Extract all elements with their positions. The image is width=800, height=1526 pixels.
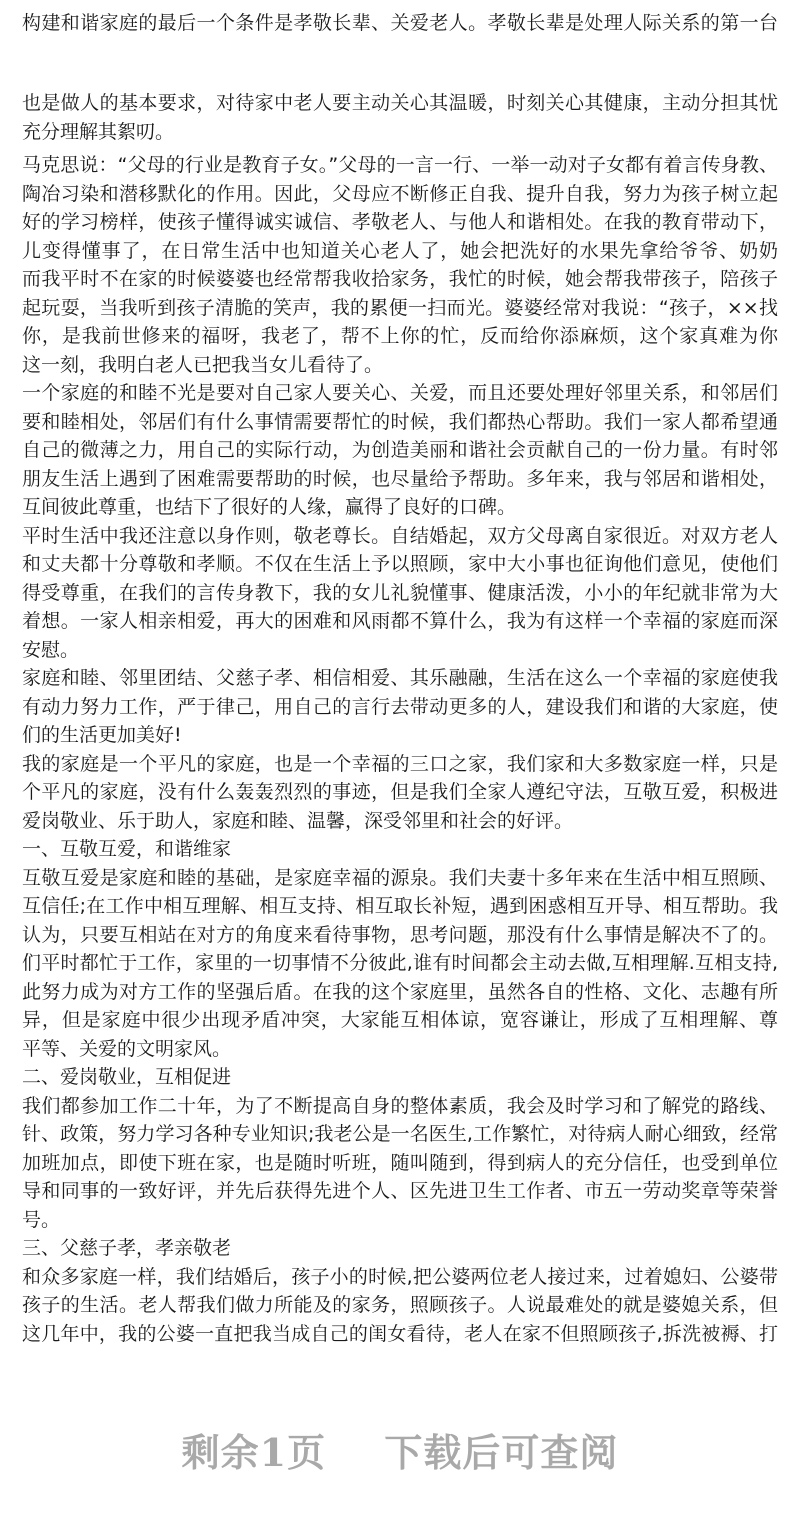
text-line: 好的学习榜样，使孩子懂得诚实诚信、孝敬老人、与他人和谐相处。在我的教育带动下， bbox=[22, 211, 778, 233]
text-line: 也是做人的基本要求，对待家中老人要主动关心其温暖，时刻关心其健康，主动分担其忧 bbox=[22, 92, 778, 114]
text-line: 异，但是家庭中很少出现矛盾冲突，大家能互相体谅，宽容谦让，形成了互相理解、尊 bbox=[22, 1009, 778, 1031]
text-line: 朋友生活上遇到了困难需要帮助的时候，也尽量给予帮助。多年来，我与邻居和谐相处， bbox=[22, 467, 778, 490]
text-line: 们的生活更加美好! bbox=[22, 724, 182, 746]
text-line: 一个家庭的和睦不光是要对自己家人要关心、关爱，而且还要处理好邻里关系，和邻居们 bbox=[22, 382, 778, 404]
text-line: 构建和谐家庭的最后一个条件是孝敬长辈、关爱老人。孝敬长辈是处理人际关系的第一台 bbox=[22, 12, 778, 34]
text-line: 和众多家庭一样，我们结婚后，孩子小的时候,把公婆两位老人接过来，过着媳妇、公婆带 bbox=[22, 1265, 778, 1288]
download-banner[interactable] bbox=[0, 1422, 800, 1477]
remaining-pages-label: 剩余1页 bbox=[181, 1430, 327, 1475]
text-line: 孩子的生活。老人帮我们做力所能及的家务，照顾孩子。人说最难处的就是婆媳关系，但 bbox=[22, 1294, 778, 1316]
text-line: 我们都参加工作二十年，为了不断提高自身的整体素质，我会及时学习和了解党的路线、 bbox=[22, 1094, 778, 1117]
text-line: 家庭和睦、邻里团结、父慈子孝、相信相爱、其乐融融，生活在这么一个幸福的家庭使我 bbox=[22, 667, 778, 689]
text-line: 这一刻，我明白老人已把我当女儿看待了。 bbox=[22, 353, 384, 376]
text-line: 针、政策，努力学习各种专业知识;我老公是一名医生,工作繁忙，对待病人耐心细致，经常 bbox=[22, 1123, 778, 1145]
text-line: 儿变得懂事了，在日常生活中也知道关心老人了，她会把洗好的水果先拿给爷爷、奶奶 bbox=[22, 239, 778, 262]
text-line: 互信任;在工作中相互理解、相互支持、相互取长补短，遇到困惑相互开导、相互帮助。我 bbox=[22, 895, 778, 917]
text-line: 们平时都忙于工作，家里的一切事情不分彼此,谁有时间都会主动去做,互相理解.互相支持, bbox=[22, 952, 778, 974]
text-line: 平等、关爱的文明家风。 bbox=[22, 1037, 232, 1060]
text-line: 这几年中，我的公婆一直把我当成自己的闺女看待，老人在家不但照顾孩子,拆洗被褥、打 bbox=[22, 1322, 778, 1345]
text-line: 和丈夫都十分尊敬和孝顺。不仅在生活上予以照顾，家中大小事也征询他们意见，使他们 bbox=[22, 553, 778, 575]
text-line: 认为，只要互相站在对方的角度来看待事物，思考问题，那没有什么事情是解决不了的。 bbox=[22, 923, 778, 946]
text-line: 有动力努力工作，严于律己，用自己的言行去带动更多的人，建设我们和谐的大家庭，使 bbox=[22, 695, 778, 718]
text-line: 你，是我前世修来的福呀，我老了，帮不上你的忙，反而给你添麻烦，这个家真难为你 bbox=[22, 325, 778, 347]
text-line: 导和同事的一致好评，并先后获得先进个人、区先进卫生工作者、市五一劳动奖章等荣誉 bbox=[22, 1180, 778, 1202]
text-line: 号。 bbox=[22, 1208, 61, 1231]
text-line: 爱岗敬业、乐于助人，家庭和睦、温馨，深受邻里和社会的好评。 bbox=[22, 809, 574, 832]
text-line: 陶冶习染和潜移默化的作用。因此，父母应不断修正自我、提升自我，努力为孩子树立起 bbox=[22, 182, 778, 205]
text-line: 要和睦相处，邻居们有什么事情需要帮忙的时候，我们都热心帮助。我们一家人都希望通 bbox=[22, 410, 778, 433]
text-line: 充分理解其絮叨。 bbox=[22, 121, 175, 143]
text-line: 平时生活中我还注意以身作则，敬老尊长。自结婚起，双方父母离自家很近。对双方老人 bbox=[22, 524, 778, 547]
text-line: 着想。一家人相亲相爱，再大的困难和风雨都不算什么，我为有这样一个幸福的家庭而深 bbox=[22, 610, 778, 632]
text-line: 马克思说：“父母的行业是教育子女。”父母的一言一行、一举一动对子女都有着言传身教、 bbox=[22, 154, 778, 176]
text-line: 此努力成为对方工作的坚强后盾。在我的这个家庭里，虽然各自的性格、文化、志趣有所 bbox=[22, 980, 778, 1003]
text-line: 二、爱岗敬业，互相促进 bbox=[22, 1066, 232, 1088]
text-line: 自己的微薄之力，用自己的实际行动，为创造美丽和谐社会贡献自己的一份力量。有时邻 bbox=[22, 439, 778, 461]
text-line: 我的家庭是一个平凡的家庭，也是一个幸福的三口之家，我们家和大多数家庭一样，只是 bbox=[22, 752, 778, 775]
download-to-view-label[interactable]: 下载后可查阅 bbox=[384, 1430, 619, 1475]
text-line: 三、父慈子孝，孝亲敬老 bbox=[22, 1237, 232, 1259]
text-line: 得受尊重，在我们的言传身教下，我的女儿礼貌懂事、健康活泼，小小的年纪就非常为大 bbox=[22, 581, 778, 604]
text-line: 加班加点，即使下班在家，也是随时听班，随叫随到，得到病人的充分信任，也受到单位 bbox=[22, 1151, 778, 1174]
text-line: 而我平时不在家的时候婆婆也经常帮我收拾家务，我忙的时候，她会帮我带孩子，陪孩子 bbox=[22, 268, 778, 290]
text-line: 安慰。 bbox=[22, 638, 80, 661]
text-line: 个平凡的家庭，没有什么轰轰烈烈的事迹，但是我们全家人遵纪守法，互敬互爱，积极进 bbox=[22, 781, 778, 803]
text-line: 起玩耍，当我听到孩子清脆的笑声，我的累便一扫而光。婆婆经常对我说：“孩子，××找 bbox=[22, 296, 778, 319]
text-line: 互敬互爱是家庭和睦的基础，是家庭幸福的源泉。我们夫妻十多年来在生活中相互照顾、 bbox=[22, 866, 778, 889]
text-line: 互间彼此尊重，也结下了很好的人缘，赢得了良好的口碑。 bbox=[22, 496, 517, 518]
text-line: 一、互敬互爱，和谐维家 bbox=[22, 838, 232, 860]
